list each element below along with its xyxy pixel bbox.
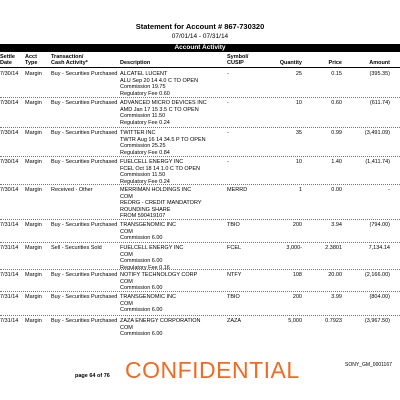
description-line: COM [120, 251, 133, 258]
confidential-stamp: CONFIDENTIAL [125, 357, 300, 383]
description-line: ADVANCED MICRO DEVICES INC [120, 100, 207, 106]
col-header-price: Price [328, 60, 342, 66]
description-line: ZAZA ENERGY CORPORATION [120, 318, 201, 324]
cell-price: 0.00 [331, 187, 342, 193]
header-rule [0, 67, 400, 68]
cell-amount: (395.35) [369, 71, 390, 77]
col-header-description: Description [120, 60, 151, 66]
cell-symbol: MERRD [227, 187, 248, 193]
cell-settle-date: 7/30/14 [0, 159, 19, 165]
cell-acct-type: Margin [25, 222, 42, 228]
description-line: NOTIFY TECHNOLOGY CORP [120, 272, 198, 278]
cell-price: 0.15 [331, 71, 342, 77]
col-header-acct-type-line1: Acct [25, 54, 37, 60]
description-line: Commission 11.50 [120, 113, 166, 120]
col-header-transaction-line2: Cash Activity* [51, 60, 88, 66]
cell-settle-date: 7/31/14 [0, 272, 19, 278]
col-header-symbol-line1: Symbol/ [227, 54, 249, 60]
cell-amount: (3,491.09) [364, 130, 390, 136]
cell-description [120, 100, 207, 126]
cell-transaction: Buy - Securities Purchased [51, 71, 118, 77]
col-header-settle-date [0, 54, 15, 66]
cell-price: 20.00 [328, 272, 342, 278]
cell-description [120, 245, 183, 271]
description-line: Regulatory Fee 0.60 [120, 90, 170, 97]
description-line: COM [120, 300, 133, 307]
cell-description [120, 222, 176, 242]
description-line: TRANSGENOMIC INC [120, 222, 176, 228]
cell-amount: (804.00) [369, 294, 390, 300]
cell-settle-date: 7/30/14 [0, 130, 19, 136]
table-row [0, 185, 400, 219]
col-header-acct-type [25, 54, 37, 66]
cell-amount: (2,166.00) [364, 272, 390, 278]
cell-symbol: - [227, 71, 229, 77]
col-header-acct-type-line2: Type [25, 60, 38, 66]
cell-acct-type: Margin [25, 245, 42, 251]
statement-title: Statement for Account # 867-730320 [135, 22, 265, 31]
cell-symbol: TBIO [227, 294, 240, 300]
cell-quantity: 25 [295, 71, 302, 77]
cell-quantity: 10 [295, 100, 302, 106]
bates-number: SONY_GM_0001167 [345, 362, 392, 368]
cell-transaction: Buy - Securities Purchased [51, 222, 118, 228]
description-line: ALU Sep 20 14 4.0 C TO OPEN [120, 77, 199, 84]
description-line: AMD Jan 17 15 3.5 C TO OPEN [120, 106, 199, 113]
cell-acct-type: Margin [25, 159, 42, 165]
cell-quantity: 200 [292, 222, 302, 228]
cell-symbol: ZAZA [227, 318, 242, 324]
description-line: COM [120, 228, 133, 235]
cell-price: 3.94 [331, 222, 342, 228]
description-line: TWTR Aug 16 14 34.5 P TO OPEN [120, 136, 206, 143]
description-line: TRANSGENOMIC INC [120, 294, 176, 300]
description-line: Regulatory Fee 0.24 [120, 178, 170, 185]
description-line: TWITTER INC [120, 130, 156, 136]
cell-price: 0.7923 [325, 318, 342, 324]
col-header-transaction-line1: Transaction/ [51, 54, 84, 60]
cell-amount: (611.74) [369, 100, 390, 106]
col-header-symbol-line2: CUSIP [227, 60, 244, 66]
cell-symbol: - [227, 100, 229, 106]
cell-amount: 7,134.14 [368, 245, 390, 251]
table-row [0, 316, 400, 350]
description-line: Commission 6.00 [120, 258, 163, 265]
cell-transaction: Buy - Securities Purchased [51, 294, 118, 300]
description-line: Commission 6.00 [120, 331, 163, 338]
description-line: MERRIMAN HOLDINGS INC [120, 187, 192, 193]
cell-settle-date: 7/31/14 [0, 318, 19, 324]
cell-description [120, 159, 200, 185]
description-line: Commission 19.75 [120, 84, 166, 91]
statement-period: 07/01/14 - 07/31/14 [171, 33, 229, 40]
description-line: FCEL Oct 18 14 1.0 C TO OPEN [120, 165, 200, 172]
cell-acct-type: Margin [25, 100, 42, 106]
cell-amount: (794.00) [369, 222, 390, 228]
description-line: Commission 11.50 [120, 172, 166, 179]
cell-settle-date: 7/30/14 [0, 71, 19, 77]
cell-description [120, 318, 200, 338]
cell-symbol: - [227, 159, 229, 165]
cell-amount: - [388, 187, 390, 193]
cell-settle-date: 7/30/14 [0, 187, 19, 193]
col-header-transaction [51, 54, 88, 66]
description-line: Commission 25.25 [120, 143, 166, 150]
cell-quantity: 200 [292, 294, 302, 300]
page-number: page 64 of 76 [75, 373, 110, 379]
cell-description [120, 71, 198, 97]
cell-amount: (3,967.50) [364, 318, 390, 324]
description-line: Regulatory Fee 0.24 [120, 119, 170, 126]
description-line: FUELCELL ENERGY INC [120, 159, 184, 165]
cell-description [120, 130, 206, 156]
cell-price: 0.99 [331, 130, 342, 136]
cell-settle-date: 7/31/14 [0, 294, 19, 300]
cell-acct-type: Margin [25, 187, 42, 193]
cell-transaction: Sell - Securities Sold [51, 245, 102, 251]
cell-transaction: Received - Other [51, 187, 93, 193]
description-line: Commission 6.00 [120, 285, 163, 292]
cell-description [120, 272, 197, 292]
description-line: FUELCELL ENERGY INC [120, 245, 184, 251]
cell-transaction: Buy - Securities Purchased [51, 272, 118, 278]
account-activity-banner: Account Activity [0, 44, 400, 52]
cell-description [120, 294, 176, 314]
col-header-settle-date-line1: Settle [0, 54, 15, 60]
description-line: ALCATEL LUCENT [120, 71, 168, 77]
cell-description [120, 187, 202, 220]
cell-symbol: NTFY [227, 272, 242, 278]
cell-symbol: FCEL [227, 245, 242, 251]
cell-acct-type: Margin [25, 272, 42, 278]
description-line: FROM 590419107 [120, 213, 166, 220]
cell-quantity: 3,000- [286, 245, 302, 251]
cell-acct-type: Margin [25, 294, 42, 300]
description-line: COM [120, 193, 133, 200]
cell-settle-date: 7/31/14 [0, 222, 19, 228]
cell-quantity: 1 [298, 187, 302, 193]
cell-price: 2.3801 [325, 245, 342, 251]
cell-transaction: Buy - Securities Purchased [51, 318, 118, 324]
col-header-settle-date-line2: Date [0, 60, 12, 66]
cell-price: 0.60 [331, 100, 342, 106]
cell-acct-type: Margin [25, 71, 42, 77]
cell-settle-date: 7/30/14 [0, 100, 19, 106]
cell-quantity: 35 [295, 130, 302, 136]
cell-price: 1.40 [331, 159, 342, 165]
cell-symbol: - [227, 130, 229, 136]
cell-price: 3.99 [331, 294, 342, 300]
description-line: Commission 6.00 [120, 235, 163, 242]
cell-settle-date: 7/31/14 [0, 245, 19, 251]
description-line: Regulatory Fee 0.84 [120, 149, 170, 156]
description-line: COM [120, 278, 133, 285]
cell-amount: (1,411.74) [365, 159, 390, 165]
cell-acct-type: Margin [25, 318, 42, 324]
cell-quantity: 5,000 [288, 318, 302, 324]
cell-quantity: 10 [295, 159, 302, 165]
col-header-quantity: Quantity [279, 60, 302, 66]
description-line: ROUNDING SHARE [120, 206, 171, 213]
description-line: Regulatory Fee 0.16 [120, 264, 170, 271]
col-header-symbol [227, 54, 248, 66]
description-line: REORG - CREDIT MANDATORY [120, 200, 202, 207]
cell-acct-type: Margin [25, 130, 42, 136]
cell-transaction: Buy - Securities Purchased [51, 159, 118, 165]
description-line: Commission 6.00 [120, 307, 163, 314]
cell-quantity: 108 [292, 272, 302, 278]
cell-symbol: TBIO [227, 222, 240, 228]
col-header-amount: Amount [369, 60, 390, 66]
description-line: COM [120, 324, 133, 331]
cell-transaction: Buy - Securities Purchased [51, 130, 118, 136]
cell-transaction: Buy - Securities Purchased [51, 100, 118, 106]
